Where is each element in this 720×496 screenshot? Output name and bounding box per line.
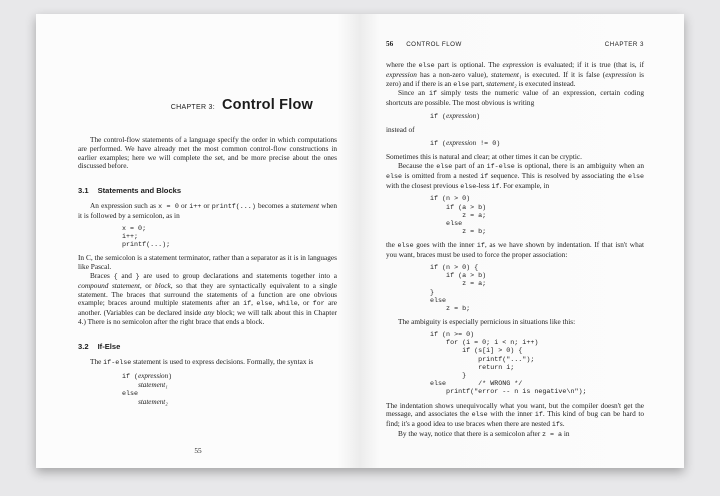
code-block-braced-if: if (n > 0) { if (a > b) z = a; } else z = b; [430, 263, 487, 313]
semicolon-terminator-paragraph: In C, the semicolon is a statement terminator, rather than a separator as it is in languages like Pascal. [78, 253, 337, 272]
braces-paragraph: Braces { and } are used to group declarations and statements together into a compound statement, or block, so that they are syntactically equivalent to a single statement. The braces that surround the statements of a function are one obvious example; braces around multiple statements after an if, else, while, or for are another. (Variables can be declared inside any block; we will talk about this in Chapter 4.) There is no semicolon after the right brace that ends a block. [78, 270, 337, 326]
indentation-paragraph: The indentation shows unequivocally what you want, but the compiler doesn't get the message, and associates the else with the inner if. This kind of bug can be hard to find; it's a good idea to use braces when there are nested ifs. [386, 400, 644, 430]
running-head-left [386, 40, 462, 48]
page-right [360, 14, 684, 468]
else-optional-paragraph: where the else part is optional. The expression is evaluated; if it is true (that is, if expression has a non-zero value), statement₁ is executed. If it is false (expression is zero) and if there is an else part, statement₂ is executed instead. [386, 60, 645, 89]
dangling-else-paragraph: Because the else part of an if-else is optional, there is an ambiguity when an else is omitted from a nested if sequence. This is resolved by associating the else with the closest previous else-less if. For example, in [386, 160, 645, 191]
page-left [36, 14, 360, 468]
code-block-if-else-syntax: if (expression) statement₁ else statement₂ [122, 371, 173, 407]
cryptic-paragraph: Sometimes this is natural and clear; at other times it can be cryptic. [386, 152, 582, 162]
section-number: 3.1 [78, 186, 89, 196]
statement-definition-paragraph: An expression such as x = 0 or i++ or printf(...) becomes a statement when it is followed by a semicolon, as in [78, 201, 337, 220]
running-title: CONTROL FLOW [406, 41, 462, 48]
code-block-if-expression-ne-0: if (expression != 0) [430, 138, 501, 148]
section-3-2-heading [78, 342, 337, 351]
chapter-title: Control Flow [222, 97, 313, 113]
chapter-heading [78, 96, 337, 114]
section-title: Statements and Blocks [97, 186, 182, 196]
section-3-1-heading [78, 186, 337, 195]
semicolon-note-paragraph: By the way, notice that there is a semicolon after z = a in [398, 429, 570, 440]
intro-paragraph: The control-flow statements of a language specify the order in which computations are performed. We have already met the most common control-flow constructions in earlier examples; here we will complete the set, and be more precise about the ones discussed before. [78, 135, 337, 171]
code-block-wrong-else: if (n >= 0) for (i = 0; i < n; i++) if (s[i] > 0) { printf("..."); return i; } else /* WRONG */ printf("error -- n is negative\n"); [430, 331, 587, 397]
code-block-if-expression: if (expression) [430, 111, 481, 121]
chapter-label: CHAPTER 3: [170, 104, 215, 111]
section-number: 3.2 [78, 341, 89, 351]
coding-shortcuts-paragraph: Since an if simply tests the numeric value of an expression, certain coding shortcuts are possible. The most obvious is writing [386, 88, 644, 108]
instead-of-text: instead of [386, 125, 415, 135]
running-head [386, 40, 644, 48]
code-block-statement-examples: x = 0; i++; printf(...); [122, 224, 171, 250]
inner-if-paragraph: the else goes with the inner if, as we have shown by indentation. If that isn't what you want, braces must be used to force the proper association: [386, 240, 644, 260]
page-number-left: 55 [194, 446, 202, 455]
if-else-intro-paragraph: The if-else statement is used to express decisions. Formally, the syntax is [90, 356, 314, 367]
running-chapter: CHAPTER 3 [604, 41, 644, 48]
pernicious-paragraph: The ambiguity is especially pernicious in situations like this: [398, 317, 576, 327]
page-number-right: 56 [386, 40, 394, 48]
code-block-nested-if: if (n > 0) if (a > b) z = a; else z = b; [430, 195, 487, 237]
book-spread [36, 14, 684, 468]
section-title: If-Else [97, 341, 121, 351]
